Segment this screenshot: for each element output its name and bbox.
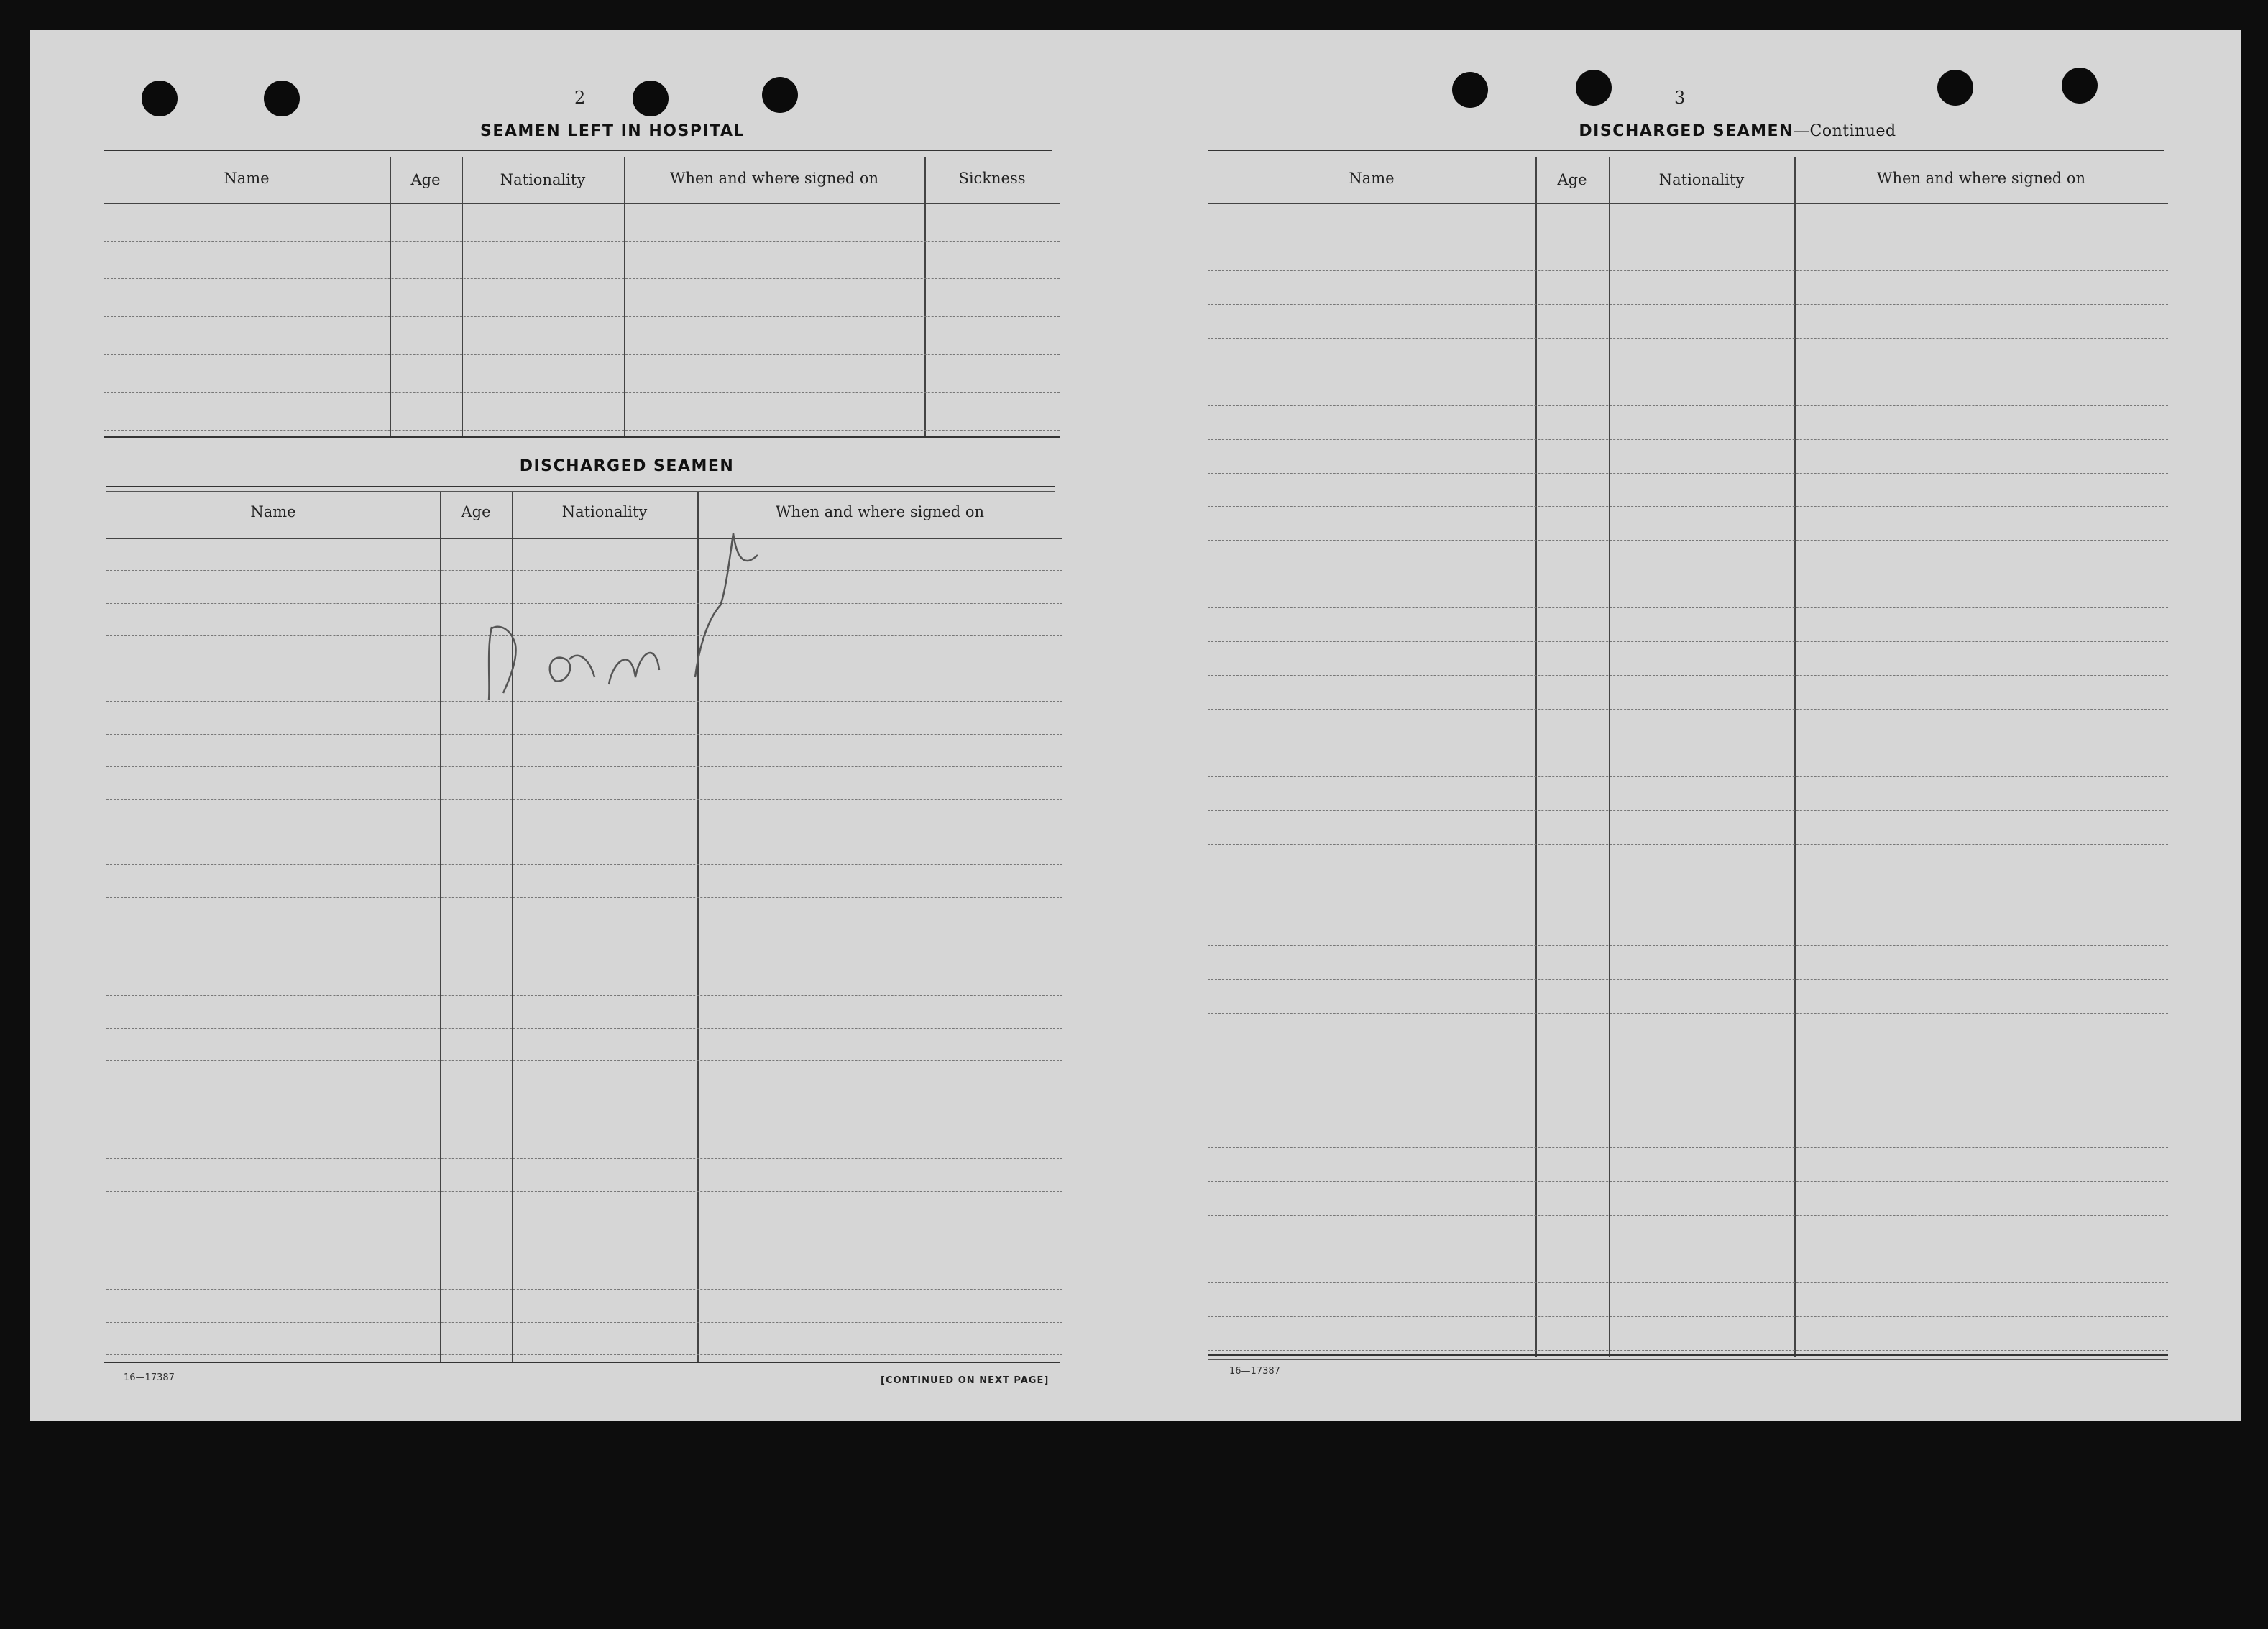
table-row — [1208, 945, 2168, 946]
table-row — [106, 864, 1062, 865]
column-header-name: Name — [1349, 170, 1395, 187]
table-row — [1208, 1282, 2168, 1283]
column-divider — [1794, 157, 1796, 1357]
table-row — [106, 1158, 1062, 1159]
discharged-continued-table — [1208, 157, 2168, 1357]
bottom-rule — [1208, 1354, 2168, 1360]
header-underline — [1208, 203, 2168, 204]
table-row — [104, 354, 1060, 355]
column-header-signed-on: When and where signed on — [775, 503, 985, 520]
table-row — [1208, 270, 2168, 271]
table-row — [104, 392, 1060, 393]
table-row — [106, 799, 1062, 800]
table-row — [1208, 675, 2168, 676]
table-row — [1208, 709, 2168, 710]
column-header-name: Name — [250, 503, 296, 520]
table-row — [1208, 1316, 2168, 1317]
form-number: 16—17387 — [124, 1372, 175, 1383]
table-row — [1208, 776, 2168, 777]
column-header-nationality: Nationality — [1658, 171, 1745, 188]
form-number: 16—17387 — [1229, 1366, 1280, 1377]
table-row — [106, 995, 1062, 996]
discharged-continued-suffix: —Continued — [1793, 122, 1896, 140]
table-row — [106, 1028, 1062, 1029]
table-row — [1208, 405, 2168, 406]
column-divider — [624, 157, 625, 436]
table-row — [106, 1322, 1062, 1323]
column-header-signed-on: When and where signed on — [1876, 170, 2086, 187]
column-header-signed-on: When and where signed on — [669, 170, 879, 187]
table-row — [104, 241, 1060, 242]
column-divider — [390, 157, 391, 436]
table-row — [106, 897, 1062, 898]
table-row — [106, 1060, 1062, 1061]
table-row — [106, 1289, 1062, 1290]
punch-hole — [1937, 70, 1973, 106]
column-header-age: Age — [1557, 171, 1587, 188]
table-row — [1208, 540, 2168, 541]
table-row — [1208, 844, 2168, 845]
table-row — [104, 316, 1060, 317]
table-row — [104, 430, 1060, 431]
punch-hole — [264, 81, 300, 116]
column-header-nationality: Nationality — [500, 171, 586, 188]
table-row — [1208, 1013, 2168, 1014]
table-row — [106, 766, 1062, 767]
table-row — [1208, 304, 2168, 305]
discharged-continued-title — [1396, 122, 2079, 140]
table-row — [1208, 607, 2168, 608]
page-number-left: 2 — [574, 88, 586, 108]
punch-hole — [142, 81, 178, 116]
discharged-section-title: DISCHARGED SEAMEN — [519, 457, 735, 475]
column-header-age: Age — [461, 503, 491, 520]
bottom-rule — [104, 1362, 1060, 1367]
table-row — [106, 734, 1062, 735]
column-header-nationality: Nationality — [561, 503, 648, 520]
table-row — [1208, 506, 2168, 507]
column-header-sickness: Sickness — [958, 170, 1026, 187]
hospital-table — [104, 157, 1060, 437]
column-divider — [462, 157, 463, 436]
table-row — [1208, 1215, 2168, 1216]
column-divider — [1535, 157, 1537, 1357]
table-row — [106, 1191, 1062, 1192]
column-divider — [924, 157, 926, 436]
table-row — [1208, 810, 2168, 811]
column-header-age: Age — [410, 171, 441, 188]
punch-hole — [1576, 70, 1612, 106]
header-underline — [104, 203, 1060, 204]
section-rule — [104, 436, 1060, 438]
title-rule — [1208, 150, 2164, 155]
document-sheet — [30, 30, 2241, 1421]
table-row — [1208, 473, 2168, 474]
handwritten-scribble — [447, 505, 763, 713]
column-divider — [1609, 157, 1610, 1357]
table-row — [1208, 1350, 2168, 1351]
title-rule — [106, 486, 1055, 492]
discharged-continued-title-main: DISCHARGED SEAMEN — [1579, 122, 1794, 140]
table-row — [1208, 439, 2168, 440]
punch-hole — [633, 81, 669, 116]
column-header-name: Name — [224, 170, 270, 187]
table-row — [104, 278, 1060, 279]
punch-hole — [1452, 72, 1488, 108]
punch-hole — [2062, 68, 2098, 104]
table-row — [1208, 1147, 2168, 1148]
title-rule — [104, 150, 1052, 155]
table-row — [106, 1354, 1062, 1355]
column-divider — [440, 492, 441, 1363]
table-row — [1208, 338, 2168, 339]
hospital-section-title: SEAMEN LEFT IN HOSPITAL — [479, 122, 745, 140]
table-row — [1208, 979, 2168, 980]
continued-note: [CONTINUED ON NEXT PAGE] — [881, 1375, 1050, 1386]
table-row — [1208, 1181, 2168, 1182]
punch-hole — [762, 77, 798, 113]
page-number-right: 3 — [1674, 88, 1686, 108]
table-row — [1208, 641, 2168, 642]
